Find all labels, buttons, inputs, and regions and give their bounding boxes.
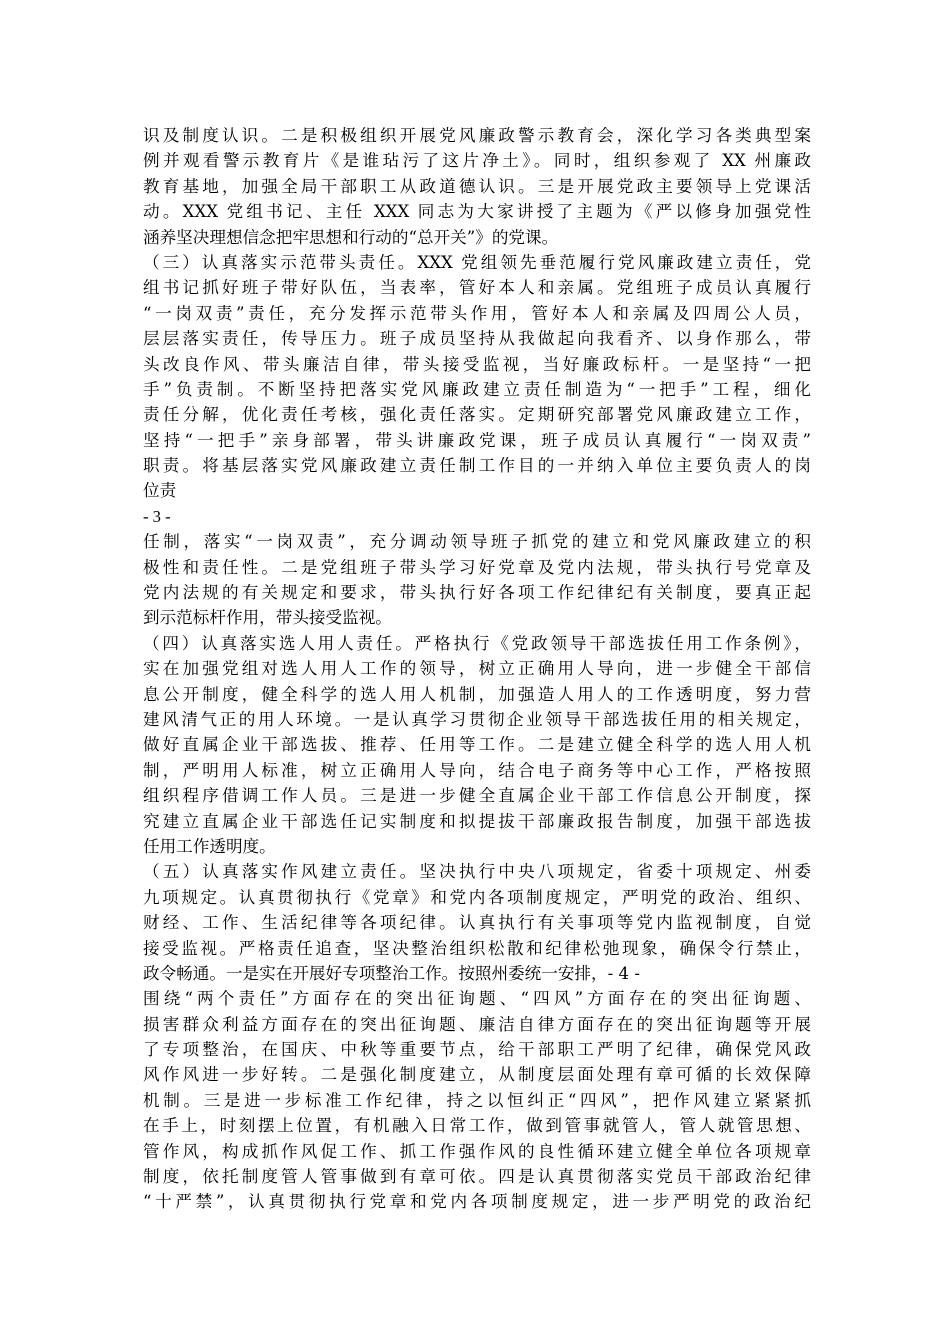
text-line: 政令畅通。一是实在开展好专项整治工作。按照州委统一安排，- 4 - bbox=[143, 963, 640, 983]
text-line: “十严禁”，认真贯彻执行党章和党内各项制度规定，进一步严明党的政治纪 bbox=[143, 1192, 811, 1212]
text-line: 息公开制度，健全科学的选人用人机制，加强造人用人的工作透明度，努力营 bbox=[143, 684, 811, 704]
text-line: 教育基地，加强全局干部职工从政道德认识。三是开展党政主要领导上党课活 bbox=[143, 176, 811, 196]
text-line: 任制，落实“一岗双责”，充分调动领导班子抓党的建立和党风廉政建立的积 bbox=[143, 532, 811, 552]
text-line: 例并观看警示教育片《是谁玷污了这片净土》。同时，组织参观了 XX 州廉政 bbox=[143, 151, 811, 171]
text-line: 建风清气正的用人环境。一是认真学习贯彻企业领导干部选拔任用的相关规定， bbox=[143, 709, 811, 729]
text-line: 坚持“一把手”亲身部署，带头讲廉政党课，班子成员认真履行“一岗双责” bbox=[143, 430, 811, 450]
text-line: 损害群众利益方面存在的突出征询题、廉洁自律方面存在的突出征询题等开展 bbox=[143, 1014, 811, 1034]
text-line: 位责 bbox=[143, 481, 177, 501]
text-line: 头改良作风、带头廉洁自律，带头接受监视，当好廉政标杆。一是坚持“一把 bbox=[143, 354, 811, 374]
text-line: 组织程序借调工作人员。三是进一步健全直属企业干部工作信息公开制度，探 bbox=[143, 786, 811, 806]
text-line: 任用工作透明度。 bbox=[143, 836, 276, 856]
text-line: 制，严明用人标准，树立正确用人导向，结合电子商务等中心工作，严格按照 bbox=[143, 760, 811, 780]
text-line: 围绕“两个责任”方面存在的突出征询题、“四风”方面存在的突出征询题、 bbox=[143, 989, 811, 1009]
text-line: （三）认真落实示范带头责任。XXX 党组领先垂范履行党风廉政建立责任，党 bbox=[143, 252, 811, 272]
text-line: 机制。三是进一步标准工作纪律，持之以恒纠正“四风”，把作风建立紧紧抓 bbox=[143, 1090, 811, 1110]
text-line: 涵养坚决理想信念把牢思想和行动的“总开关”》的党课。 bbox=[143, 227, 559, 247]
text-line: 实在加强党组对选人用人工作的领导，树立正确用人导向，进一步健全干部信 bbox=[143, 659, 811, 679]
text-line: 做好直属企业干部选拔、推荐、任用等工作。二是建立健全科学的选人用人机 bbox=[143, 735, 811, 755]
text-line: 风作风进一步好转。二是强化制度建立，从制度层面处理有章可循的长效保障 bbox=[143, 1065, 811, 1085]
text-line: 究建立直属企业干部选任记实制度和拟提拔干部廉政报告制度，加强干部选拔 bbox=[143, 811, 811, 831]
text-line: 接受监视。严格责任追查，坚决整治组织松散和纪律松弛现象，确保令行禁止， bbox=[143, 938, 811, 958]
text-line: 识及制度认识。二是积极组织开展党风廉政警示教育会，深化学习各类典型案 bbox=[143, 126, 811, 145]
text-line: （四）认真落实选人用人责任。严格执行《党政领导干部选拔任用工作条例》， bbox=[143, 633, 811, 653]
text-line: 制度，依托制度管人管事做到有章可依。四是认真贯彻落实党员干部政治纪律 bbox=[143, 1167, 811, 1187]
text-line: 了专项整治，在国庆、中秋等重要节点，给干部职工严明了纪律，确保党风政 bbox=[143, 1040, 811, 1060]
text-line: 手”负责制。不断坚持把落实党风廉政建立责任制造为“一把手”工程，细化 bbox=[143, 379, 811, 399]
text-line: “一岗双责”责任，充分发挥示范带头作用，管好本人和亲属及四周公人员， bbox=[143, 303, 811, 323]
text-line: 在手上，时刻摆上位置，有机融入日常工作，做到管事就管人，管人就管思想、 bbox=[143, 1116, 811, 1136]
text-line: 九项规定。认真贯彻执行《党章》和党内各项制度规定，严明党的政治、组织、 bbox=[143, 887, 811, 907]
text-line: 层层落实责任，传导压力。班子成员坚持从我做起向我看齐、以身作那么，带 bbox=[143, 329, 811, 349]
text-line: （五）认真落实作风建立责任。坚决执行中央八项规定，省委十项规定、州委 bbox=[143, 862, 811, 882]
text-line: 组书记抓好班子带好队伍，当表率，管好本人和亲属。党组班子成员认真履行 bbox=[143, 278, 811, 298]
text-line: 动。XXX 党组书记、主任 XXX 同志为大家讲授了主题为《严以修身加强党性 bbox=[143, 202, 811, 222]
text-line: 管作风，构成抓作风促工作、抓工作强作风的良性循环建立健全单位各项规章 bbox=[143, 1141, 811, 1161]
text-line: 责任分解，优化责任考核，强化责任落实。定期研究部署党风廉政建立工作， bbox=[143, 405, 811, 425]
text-line: 到示范标杆作用，带头接受监视。 bbox=[143, 608, 392, 628]
page-number: - 3 - bbox=[143, 506, 171, 526]
text-line: 党内法规的有关规定和要求，带头执行好各项工作纪律纪有关制度，要真正起 bbox=[143, 583, 811, 603]
text-line: 财经、工作、生活纪律等各项纪律。认真执行有关事项等党内监视制度，自觉 bbox=[143, 913, 811, 933]
document-page bbox=[143, 123, 811, 1215]
text-line: 极性和责任性。二是党组班子带头学习好党章及党内法规，带头执行号党章及 bbox=[143, 557, 811, 577]
text-line: 职责。将基层落实党风廉政建立责任制工作目的一并纳入单位主要负责人的岗 bbox=[143, 456, 811, 476]
